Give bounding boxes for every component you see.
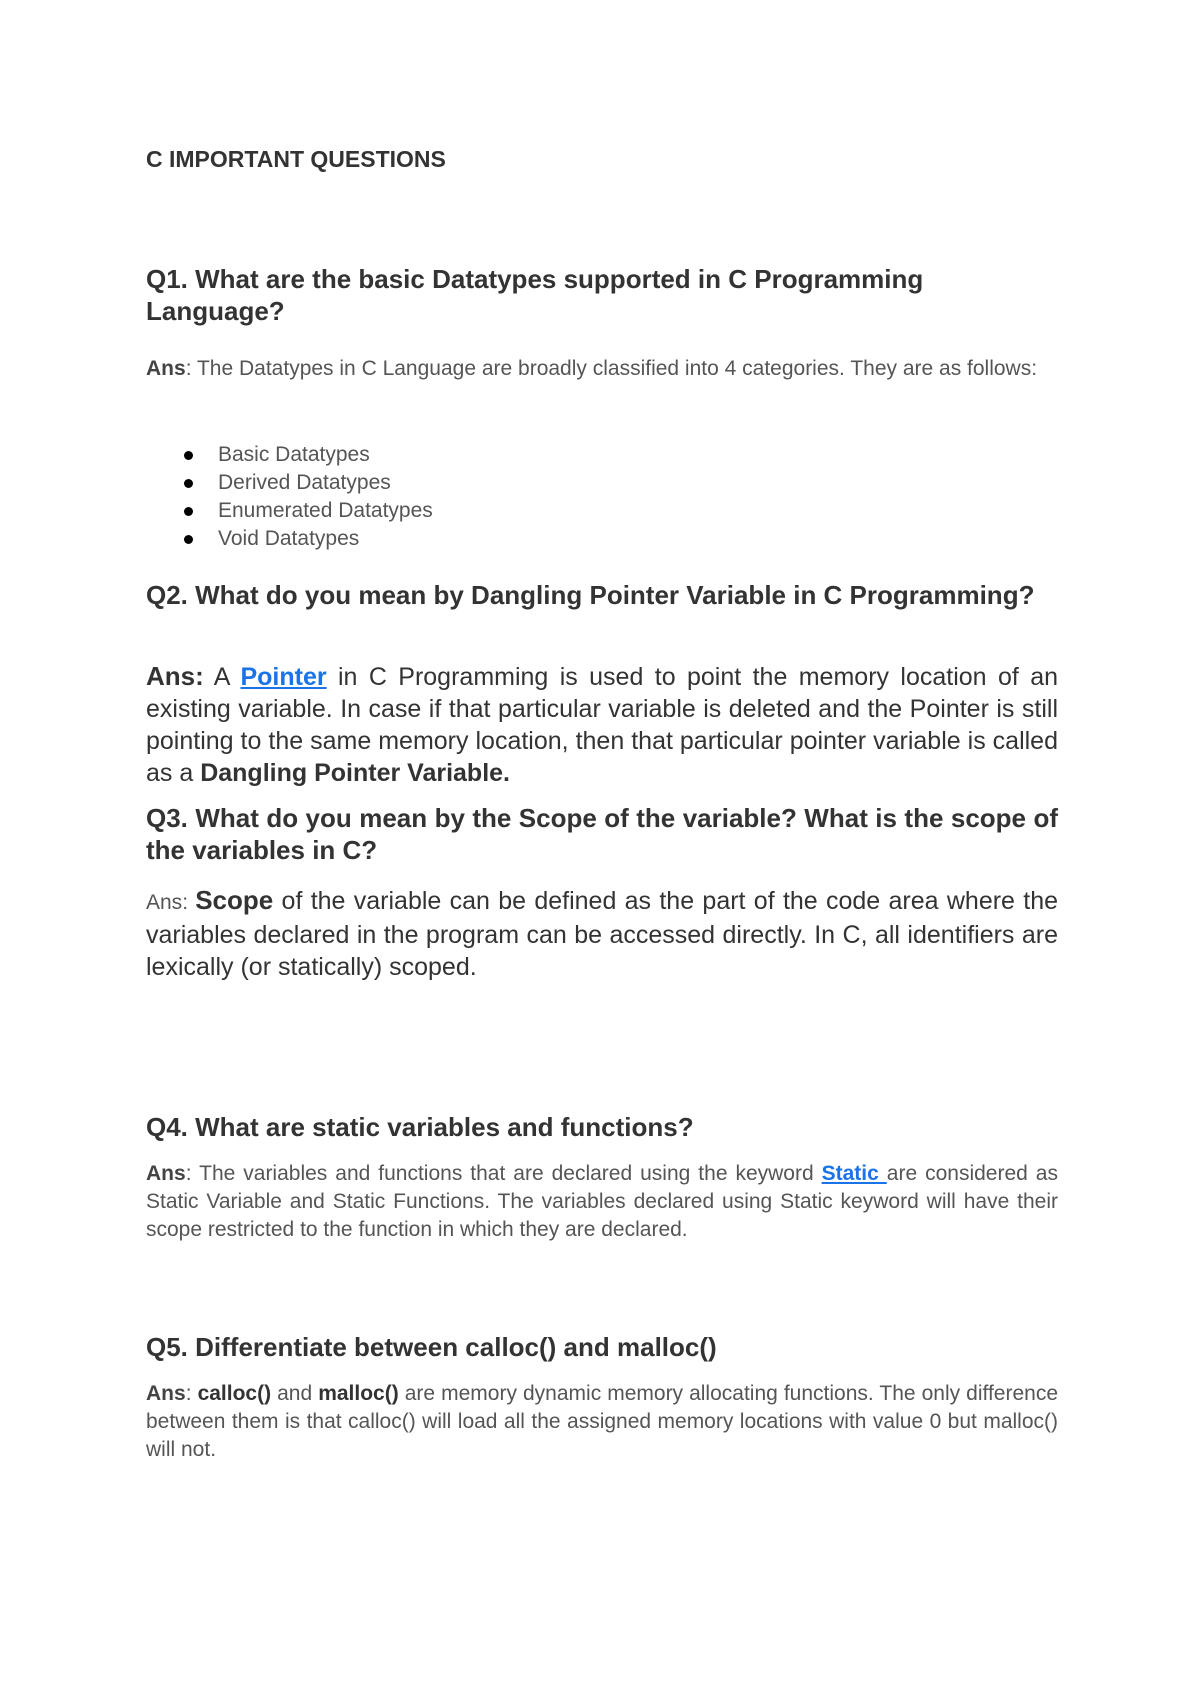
document-title: C IMPORTANT QUESTIONS: [146, 146, 446, 172]
answer-4: Ans: The variables and functions that are declared using the keyword Static are considered as Static Variable and Static Functions. The variables declared using Static keyword will have their scope restricted to the function in which they are declared.: [146, 1162, 1058, 1241]
answer-label: Ans: [146, 1382, 186, 1405]
scope-term: Scope: [195, 885, 274, 915]
question-1: Q1. What are the basic Datatypes supported in C Programming Language?: [146, 264, 924, 326]
datatype-list: [146, 441, 1058, 553]
bullet-icon: [184, 507, 193, 516]
answer-1-text: : The Datatypes in C Language are broadly classified into 4 categories. They are as follows:: [185, 357, 1038, 380]
answer-5: Ans: calloc() and malloc() are memory dynamic memory allocating functions. The only difference between them is that calloc() will load all the assigned memory locations with value 0 but malloc() will not.: [146, 1382, 1058, 1461]
answer-3: Ans: Scope of the variable can be defined as the part of the code area where the variables declared in the program can be accessed directly. In C, all identifiers are lexically (or statically) scoped.: [146, 885, 1059, 981]
answer-2: Ans: A Pointer in C Programming is used to point the memory location of an existing variable. In case if that particular variable is deleted and the Pointer is still pointing to the same memory location, then that particular pointer variable is called as a Dangling Pointer Variable.: [146, 661, 1059, 787]
answer-label: Ans: [146, 357, 186, 380]
static-link[interactable]: Static: [821, 1162, 887, 1185]
answer-1: [146, 355, 1058, 383]
pointer-link[interactable]: Pointer: [240, 663, 327, 691]
answer-label: Ans: [146, 1162, 186, 1185]
question-3: Q3. What do you mean by the Scope of the variable? What is the scope of the variables in C?: [146, 803, 1058, 865]
list-item: Enumerated Datatypes: [146, 497, 1058, 525]
list-item: Derived Datatypes: [146, 469, 1058, 497]
list-item: Void Datatypes: [146, 525, 1058, 553]
bullet-icon: [184, 451, 193, 460]
dangling-pointer-term: Dangling Pointer Variable.: [200, 759, 510, 787]
question-4: Q4. What are static variables and functions?: [146, 1112, 694, 1142]
question-5: Q5. Differentiate between calloc() and malloc(): [146, 1332, 717, 1362]
answer-label: Ans:: [146, 661, 204, 691]
bullet-icon: [184, 479, 193, 488]
malloc-term: malloc(): [318, 1382, 399, 1405]
list-item: Basic Datatypes: [146, 441, 1058, 469]
bullet-icon: [184, 535, 193, 544]
question-2: Q2. What do you mean by Dangling Pointer Variable in C Programming?: [146, 580, 1035, 610]
calloc-term: calloc(): [197, 1382, 272, 1405]
answer-label: Ans: [146, 891, 183, 914]
